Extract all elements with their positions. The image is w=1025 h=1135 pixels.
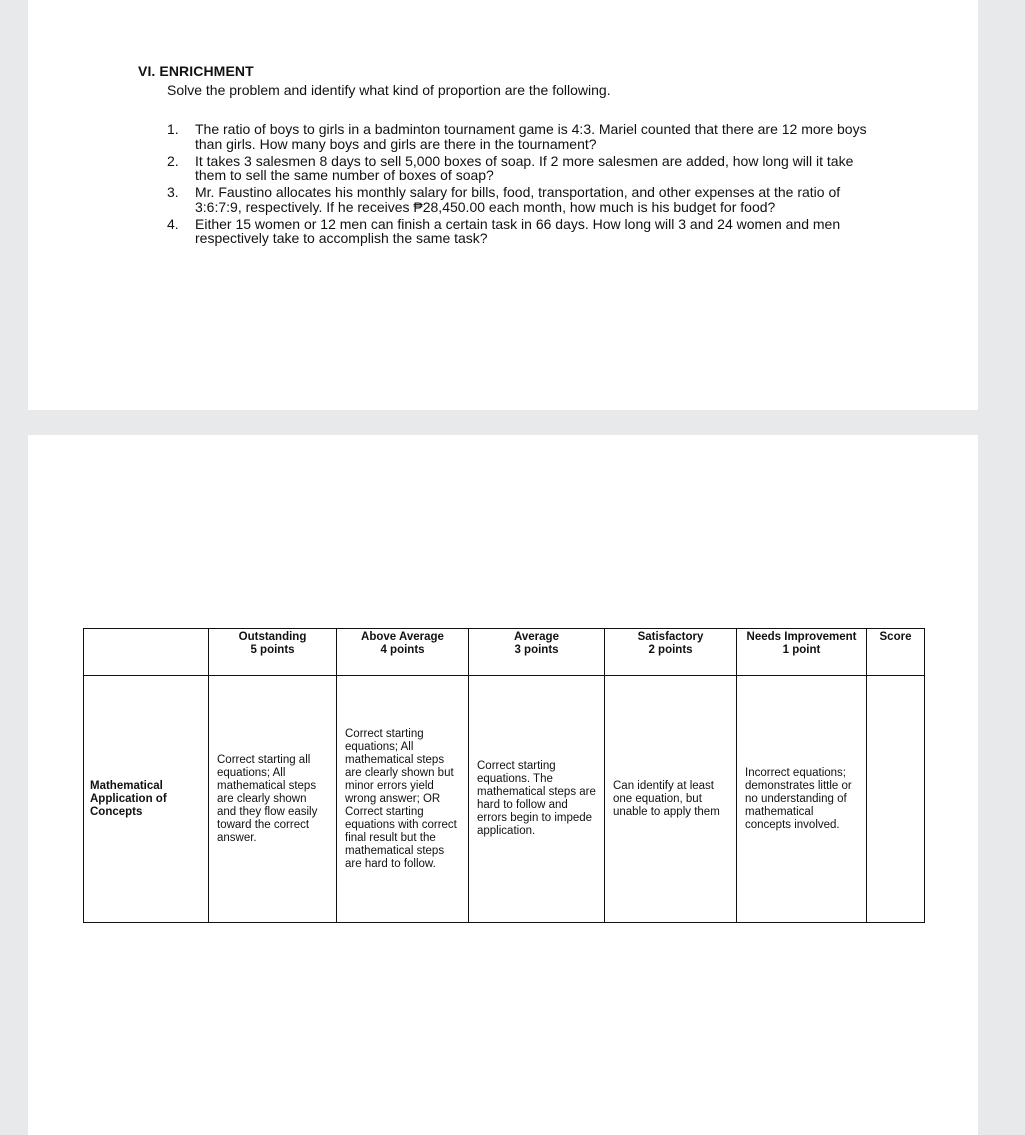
rubric-level-label: Outstanding <box>238 631 307 643</box>
rubric-header-row <box>84 629 925 676</box>
rubric-level-label: Average <box>514 631 559 643</box>
rubric-header-criterion <box>84 629 209 676</box>
rubric-header-average <box>469 629 605 676</box>
rubric-header-above-average <box>337 629 469 676</box>
problem-text: It takes 3 salesmen 8 days to sell 5,000 boxes of soap. If 2 more salesmen are added, how long will it take them to sell the same number of boxes of soap? <box>195 152 854 183</box>
rubric-header-satisfactory <box>605 629 737 676</box>
rubric-points-label: 2 points <box>648 644 693 656</box>
rubric-level-label: Above Average <box>361 631 444 643</box>
rubric-header-outstanding <box>209 629 337 676</box>
rubric-points-label: 3 points <box>514 644 559 656</box>
problem-number: 1. <box>167 121 179 137</box>
rubric-level-label: Satisfactory <box>637 631 704 643</box>
problem-number: 2. <box>167 152 179 169</box>
rubric-header-needs-improvement <box>737 629 867 676</box>
scoring-rubric-table <box>83 628 925 923</box>
rubric-cell-satisfactory: Can identify at least one equation, but unable to apply them <box>605 676 737 923</box>
rubric-cell-score <box>867 676 925 923</box>
rubric-cell-average: Correct starting equations. The mathematical steps are hard to follow and errors begin to impede application. <box>469 676 605 923</box>
rubric-cell-above-average: Correct starting equations; All mathematical steps are clearly shown but minor errors yield wrong answer; OR Correct starting equations with correct final result but the mathematical steps are hard to follow. <box>337 676 469 923</box>
section-instruction: Solve the problem and identify what kind of proportion are the following. <box>167 82 611 98</box>
rubric-level-label: Score <box>879 631 912 643</box>
rubric-points-label: 5 points <box>250 644 295 656</box>
rubric-cell-outstanding: Correct starting all equations; All mathematical steps are clearly shown and they flow easily toward the correct answer. <box>209 676 337 923</box>
list-item <box>167 217 887 246</box>
problem-number: 3. <box>167 184 179 200</box>
rubric-points-label: 4 points <box>380 644 425 656</box>
problem-text: Mr. Faustino allocates his monthly salary for bills, food, transportation, and other expenses at the ratio of 3:6:7:9, respectively. If he receives ₱28,450.00 each month, how much is his budget for food? <box>195 184 841 215</box>
rubric-points-label: 1 point <box>782 644 821 656</box>
rubric-criterion: Mathematical Application of Concepts <box>84 676 209 923</box>
rubric-level-label: Needs Improvement <box>746 631 857 643</box>
problem-text: Either 15 women or 12 men can finish a certain task in 66 days. How long will 3 and 24 women and men respectively take to accomplish the same task? <box>195 215 841 246</box>
list-item <box>167 185 887 214</box>
section-title: VI. ENRICHMENT <box>138 63 254 79</box>
document-page-2 <box>28 435 978 1135</box>
problem-text: The ratio of boys to girls in a badminton tournament game is 4:3. Mariel counted that there are 12 more boys than girls. How many boys and girls are there in the tournament? <box>195 121 867 152</box>
document-page-1 <box>28 0 978 410</box>
problem-number: 4. <box>167 215 179 232</box>
rubric-header-score <box>867 629 925 676</box>
rubric-cell-needs-improvement: Incorrect equations; demonstrates little or no understanding of mathematical concepts involved. <box>737 676 867 923</box>
list-item <box>167 154 887 183</box>
list-item <box>167 122 887 151</box>
table-row <box>84 676 925 923</box>
problem-list <box>167 122 887 248</box>
